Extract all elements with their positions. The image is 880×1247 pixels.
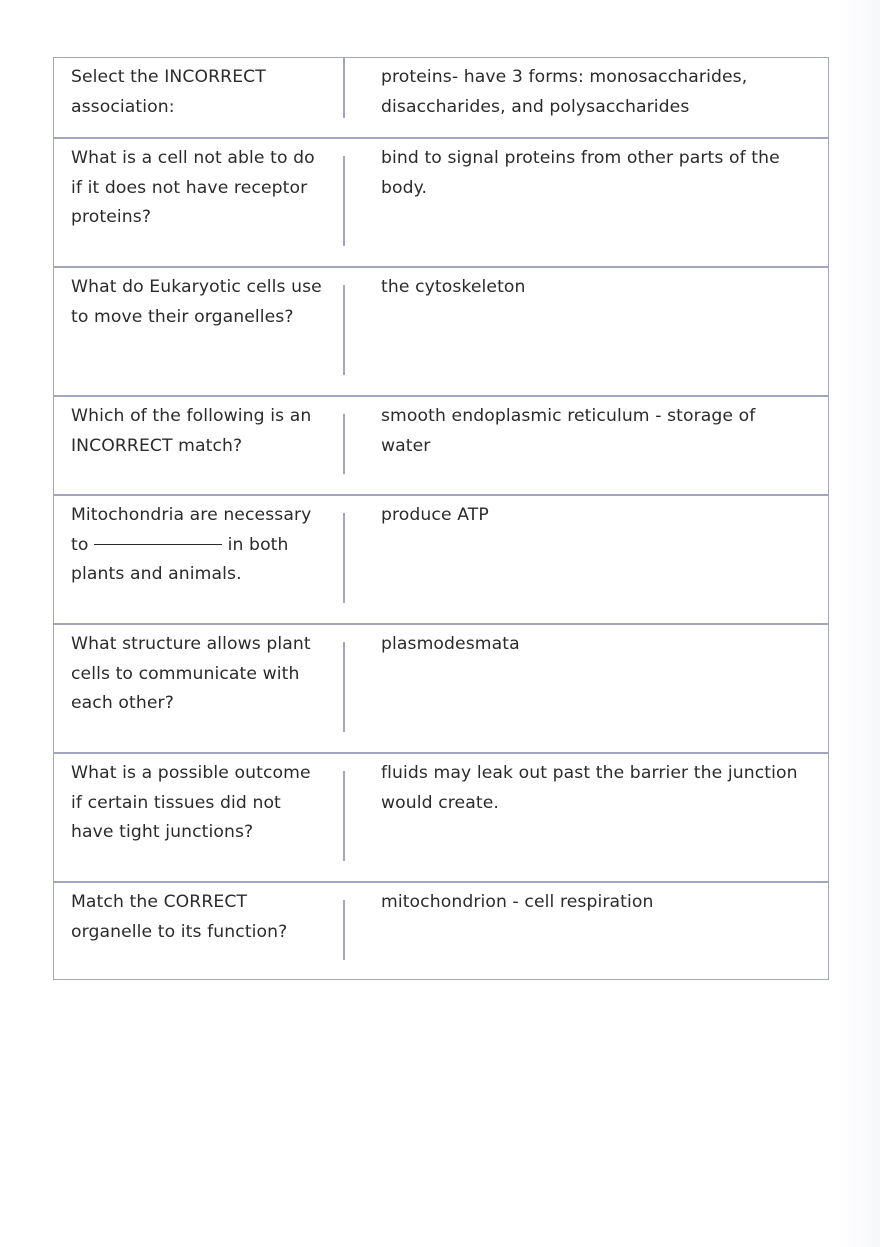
card-term: Which of the following is an INCORRECT match?	[71, 406, 312, 456]
card-term	[71, 501, 323, 590]
card-definition: mitochondrion - cell respiration	[381, 892, 654, 912]
page-edge-shading	[840, 0, 880, 1247]
card-term-end: in both plants and animals.	[71, 534, 289, 585]
card-definition: plasmodesmata	[381, 634, 520, 654]
card-term: What is a cell not able to do if it does not have receptor proteins?	[71, 148, 315, 228]
card-divider	[343, 642, 345, 732]
card-term: What structure allows plant cells to communicate with each other?	[71, 634, 311, 714]
card-definition: smooth endoplasmic reticulum - storage of water	[381, 406, 756, 456]
card-divider	[343, 58, 345, 118]
card-divider	[343, 900, 345, 960]
card-divider	[343, 285, 345, 375]
card-term-start: Mitochondria are necessary to	[71, 505, 312, 555]
card-term: What do Eukaryotic cells use to move their organelles?	[71, 277, 322, 327]
flashcard-row	[54, 623, 828, 752]
fill-in-blank	[94, 544, 222, 545]
flashcard-row	[54, 494, 828, 623]
card-term: What is a possible outcome if certain tissues did not have tight junctions?	[71, 763, 311, 843]
card-definition: proteins- have 3 forms: monosaccharides, disaccharides, and polysaccharides	[381, 67, 748, 117]
card-definition: bind to signal proteins from other parts of the body.	[381, 148, 780, 198]
card-definition: the cytoskeleton	[381, 277, 526, 297]
flashcard-row	[54, 266, 828, 395]
card-definition: produce ATP	[381, 505, 489, 525]
flashcard-table	[53, 57, 829, 980]
flashcard-row	[54, 137, 828, 266]
card-divider	[343, 771, 345, 861]
card-term: Match the CORRECT organelle to its function?	[71, 892, 288, 942]
flashcard-row	[54, 881, 828, 979]
flashcard-row	[54, 752, 828, 881]
card-divider	[343, 156, 345, 246]
flashcard-row	[54, 58, 828, 137]
card-definition: fluids may leak out past the barrier the junction would create.	[381, 763, 798, 813]
flashcard-row	[54, 395, 828, 494]
card-divider	[343, 513, 345, 603]
card-divider	[343, 414, 345, 474]
card-term: Select the INCORRECT association:	[71, 67, 266, 117]
